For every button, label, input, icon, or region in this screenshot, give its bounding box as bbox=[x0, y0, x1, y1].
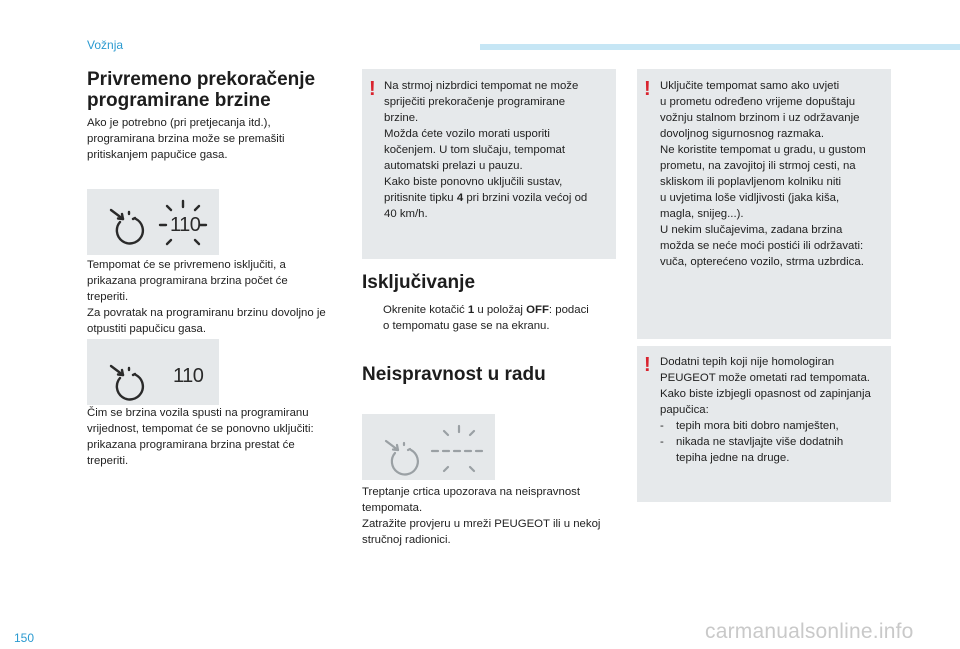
fault-paragraph: Treptanje crtica upozorava na neispravnost tempomata. Zatražite provjeru u mreži PEUGEOT ili u nekoj stručnoj radionici. bbox=[362, 486, 601, 546]
dashes-icon bbox=[432, 426, 482, 471]
header-bar bbox=[480, 44, 960, 50]
fault-display bbox=[362, 414, 495, 480]
section-title: Vožnja bbox=[87, 38, 124, 52]
warning-text bbox=[384, 78, 612, 222]
off-text-a: Okrenite kotačić bbox=[383, 304, 468, 316]
heading-override bbox=[87, 69, 315, 111]
watermark: carmanualsonline.info bbox=[705, 620, 914, 643]
dash: - bbox=[660, 436, 664, 448]
dash: - bbox=[660, 420, 664, 432]
off-instruction bbox=[366, 302, 616, 336]
off-text-b: u položaj bbox=[474, 304, 527, 316]
list-item-text: tepih mora biti dobro namješten, bbox=[676, 420, 839, 432]
warning-text: Uključite tempomat samo ako uvjeti u prometu određeno vrijeme dopuštaju vožnju stalnom brzinom i uz održavanje dovoljnog sigurnosnog razmaka. Ne koristite tempomat u gradu, u gustom prometu, na zavojitoj ili strmoj cesti, na skliskom ili poplavljenom kolniku niti u uvjetima loše vidljivosti (jaka kiša, magla, snijeg...). U nekim slučajevima, zadana brzina možda se neće moći postići ili održavati: vuča, opterećeno vozilo, strma uzbrdica. bbox=[660, 80, 866, 268]
off-text-c: : podaci o tempomatu gase se na ekranu. bbox=[383, 304, 589, 332]
speed-value: 110 bbox=[170, 214, 201, 236]
speed-steady-display bbox=[87, 339, 219, 405]
intro-paragraph: Ako je potrebno (pri pretjecanja itd.), programirana brzina može se premašiti pritiskanjem papučice gasa. bbox=[87, 117, 285, 161]
warning-text: Dodatni tepih koji nije homologiran PEUGEOT može ometati rad tempomata. Kako biste izbjegli opasnost od zapinjanja papučica: bbox=[660, 356, 871, 416]
warning-icon: ! bbox=[644, 78, 651, 100]
list-item bbox=[660, 434, 890, 466]
heading-line-1: Privremeno prekoračenje bbox=[87, 69, 316, 90]
speed-flashing-display bbox=[87, 189, 219, 255]
page-number: 150 bbox=[14, 631, 35, 645]
warning-box-usage bbox=[637, 69, 891, 339]
speedometer-fault-icon bbox=[362, 414, 495, 480]
warning-text-end: pri brzini vozila većoj od 40 km/h. bbox=[384, 192, 588, 220]
warning-box-downhill bbox=[362, 69, 616, 259]
list-item bbox=[660, 418, 890, 434]
flash-paragraph: Tempomat će se privremeno isključiti, a prikazana programirana brzina počet će treperiti. Za povratak na programiranu brzinu dovoljno je otpustiti papučicu gasa. bbox=[87, 259, 326, 335]
off-text-off: OFF bbox=[526, 304, 549, 316]
warning-box-mat bbox=[637, 346, 891, 502]
off-text-num: 1 bbox=[467, 304, 475, 316]
section-heading-off: Isključivanje bbox=[362, 272, 476, 293]
warning-text-main: Na strmoj nizbrdici tempomat ne može spriječiti prekoračenje programirane brzine. Možda ćete vozilo morati usporiti kočenjem. U tom slučaju, tempomat automatski prelazi u pauzu. Kako biste ponovno uključili sustav, pritisnite tipku bbox=[384, 80, 579, 204]
section-heading-fault: Neispravnost u radu bbox=[362, 364, 546, 385]
warning-icon: ! bbox=[369, 78, 376, 100]
resume-paragraph: Čim se brzina vozila spusti na programiranu vrijednost, tempomat će se ponovno uključiti: prikazana programirana brzina prestat će treperiti. bbox=[87, 407, 314, 467]
list-item-text: nikada ne stavljajte više dodatnih tepiha jedne na druge. bbox=[676, 436, 844, 464]
warning-icon: ! bbox=[644, 354, 651, 376]
speed-value: 110 bbox=[173, 365, 204, 387]
heading-line-2: programirane brzine bbox=[87, 90, 271, 111]
off-instruction-text bbox=[383, 302, 613, 334]
key-number: 4 bbox=[456, 192, 464, 204]
